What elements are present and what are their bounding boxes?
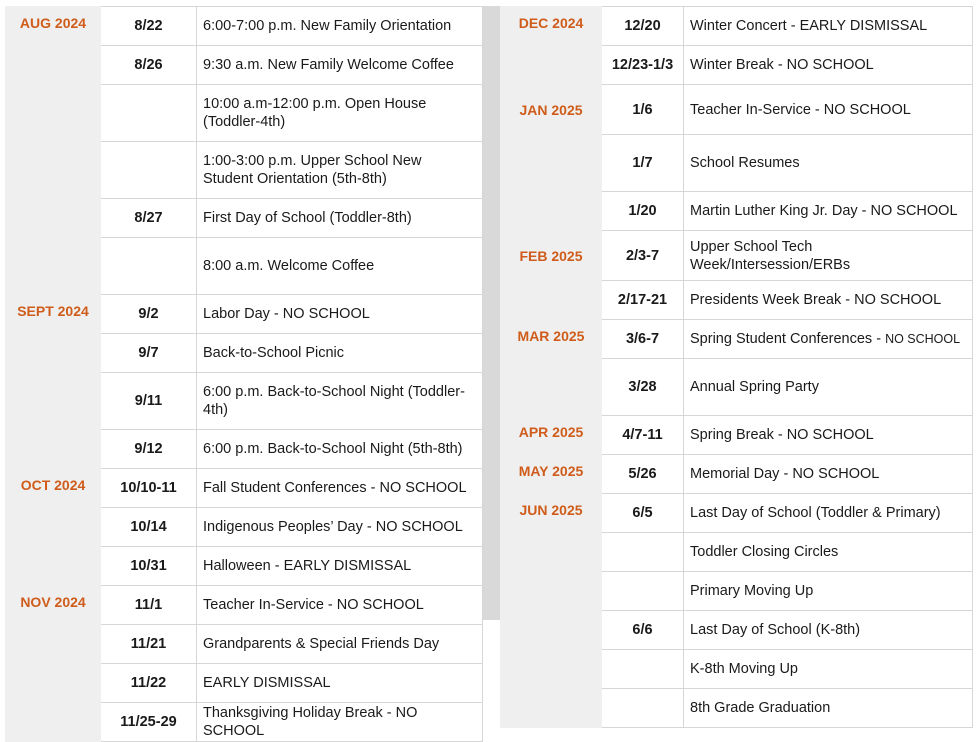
month-label (501, 572, 602, 611)
event-date (602, 689, 684, 728)
month-label (6, 85, 101, 142)
event-description: Annual Spring Party (684, 359, 973, 416)
month-label: AUG 2024 (6, 7, 101, 46)
event-description: Toddler Closing Circles (684, 533, 973, 572)
month-label: JAN 2025 (501, 85, 602, 135)
event-date (101, 85, 197, 142)
table-row (501, 135, 973, 192)
table-row (6, 547, 483, 586)
event-description: First Day of School (Toddler-8th) (197, 199, 483, 238)
table-row (501, 572, 973, 611)
event-date: 9/2 (101, 295, 197, 334)
month-label: FEB 2025 (501, 231, 602, 281)
event-text-small: NO SCHOOL (885, 332, 961, 346)
event-description: Presidents Week Break - NO SCHOOL (684, 281, 973, 320)
table-row (501, 416, 973, 455)
table-row (6, 373, 483, 430)
column-divider (483, 6, 500, 620)
event-description: Back-to-School Picnic (197, 334, 483, 373)
event-description: 9:30 a.m. New Family Welcome Coffee (197, 46, 483, 85)
month-label (6, 46, 101, 85)
event-date: 11/21 (101, 625, 197, 664)
event-description: Upper School Tech Week/Intersession/ERBs (684, 231, 973, 281)
month-label (501, 689, 602, 728)
event-date: 1/6 (602, 85, 684, 135)
table-row (501, 320, 973, 359)
event-description: Indigenous Peoples’ Day - NO SCHOOL (197, 508, 483, 547)
month-label: APR 2025 (501, 416, 602, 455)
event-description: Grandparents & Special Friends Day (197, 625, 483, 664)
event-date: 8/26 (101, 46, 197, 85)
event-date: 2/3-7 (602, 231, 684, 281)
event-description (684, 320, 973, 359)
month-label (501, 46, 602, 85)
event-description: Winter Break - NO SCHOOL (684, 46, 973, 85)
event-description: 6:00 p.m. Back-to-School Night (Toddler-4th) (197, 373, 483, 430)
month-label: MAY 2025 (501, 455, 602, 494)
event-date: 10/10-11 (101, 469, 197, 508)
event-date: 2/17-21 (602, 281, 684, 320)
event-date: 1/7 (602, 135, 684, 192)
event-date (602, 533, 684, 572)
event-description: Spring Break - NO SCHOOL (684, 416, 973, 455)
event-description: Martin Luther King Jr. Day - NO SCHOOL (684, 192, 973, 231)
event-description: Teacher In-Service - NO SCHOOL (684, 85, 973, 135)
table-row (501, 494, 973, 533)
table-row (6, 703, 483, 742)
event-description: 6:00 p.m. Back-to-School Night (5th-8th) (197, 430, 483, 469)
table-row (6, 85, 483, 142)
event-date (602, 572, 684, 611)
event-date: 10/31 (101, 547, 197, 586)
event-description: Teacher In-Service - NO SCHOOL (197, 586, 483, 625)
table-row (501, 192, 973, 231)
table-row (6, 238, 483, 295)
event-date: 12/23-1/3 (602, 46, 684, 85)
event-description: K-8th Moving Up (684, 650, 973, 689)
event-date: 9/7 (101, 334, 197, 373)
month-label: DEC 2024 (501, 7, 602, 46)
table-row (6, 199, 483, 238)
event-date: 3/6-7 (602, 320, 684, 359)
event-description: School Resumes (684, 135, 973, 192)
month-label (501, 611, 602, 650)
event-date: 12/20 (602, 7, 684, 46)
table-row (6, 586, 483, 625)
event-description: Memorial Day - NO SCHOOL (684, 455, 973, 494)
event-description: 10:00 a.m-12:00 p.m. Open House (Toddler-4th) (197, 85, 483, 142)
table-row (501, 359, 973, 416)
calendar-table-dec-jun (500, 6, 973, 728)
table-row (501, 533, 973, 572)
month-label (6, 547, 101, 586)
table-row (501, 611, 973, 650)
event-date: 5/26 (602, 455, 684, 494)
event-text: Spring Student Conferences - (690, 331, 886, 347)
event-description: Fall Student Conferences - NO SCHOOL (197, 469, 483, 508)
table-row (501, 231, 973, 281)
event-description: 6:00-7:00 p.m. New Family Orientation (197, 7, 483, 46)
month-label (6, 430, 101, 469)
event-description: Thanksgiving Holiday Break - NO SCHOOL (197, 703, 483, 742)
event-date: 9/12 (101, 430, 197, 469)
table-row (501, 281, 973, 320)
month-label (501, 281, 602, 320)
event-date: 11/1 (101, 586, 197, 625)
month-label (6, 703, 101, 742)
event-description: Last Day of School (K-8th) (684, 611, 973, 650)
event-date: 8/22 (101, 7, 197, 46)
table-row (6, 46, 483, 85)
event-date: 10/14 (101, 508, 197, 547)
month-label: NOV 2024 (6, 586, 101, 625)
month-label (6, 508, 101, 547)
event-date: 6/5 (602, 494, 684, 533)
event-date (101, 238, 197, 295)
event-description: Winter Concert - EARLY DISMISSAL (684, 7, 973, 46)
table-row (6, 142, 483, 199)
event-description: EARLY DISMISSAL (197, 664, 483, 703)
month-label: JUN 2025 (501, 494, 602, 533)
table-row (6, 469, 483, 508)
event-date: 9/11 (101, 373, 197, 430)
event-date: 4/7-11 (602, 416, 684, 455)
month-label (501, 135, 602, 192)
month-label: SEPT 2024 (6, 295, 101, 334)
table-row (6, 7, 483, 46)
event-date: 1/20 (602, 192, 684, 231)
month-label (501, 533, 602, 572)
event-description: Halloween - EARLY DISMISSAL (197, 547, 483, 586)
month-label (501, 192, 602, 231)
month-label (6, 199, 101, 238)
table-row (6, 664, 483, 703)
event-date: 6/6 (602, 611, 684, 650)
event-date: 11/22 (101, 664, 197, 703)
table-row (6, 508, 483, 547)
month-label (6, 334, 101, 373)
table-row (6, 430, 483, 469)
event-date: 3/28 (602, 359, 684, 416)
event-description: 8:00 a.m. Welcome Coffee (197, 238, 483, 295)
table-row (501, 689, 973, 728)
calendar-left-column (5, 6, 483, 742)
month-label (501, 359, 602, 416)
month-label (6, 238, 101, 295)
table-row (6, 295, 483, 334)
calendar-table-aug-nov (5, 6, 483, 742)
event-description: 1:00-3:00 p.m. Upper School New Student Orientation (5th-8th) (197, 142, 483, 199)
month-label (6, 664, 101, 703)
table-row (501, 650, 973, 689)
month-label (6, 625, 101, 664)
month-label (6, 142, 101, 199)
table-row (501, 455, 973, 494)
table-row (501, 85, 973, 135)
month-label: MAR 2025 (501, 320, 602, 359)
event-description: 8th Grade Graduation (684, 689, 973, 728)
month-label (501, 650, 602, 689)
event-date (602, 650, 684, 689)
month-label: OCT 2024 (6, 469, 101, 508)
event-date: 8/27 (101, 199, 197, 238)
calendar-right-column (500, 6, 973, 728)
event-description: Primary Moving Up (684, 572, 973, 611)
table-row (501, 7, 973, 46)
event-description: Labor Day - NO SCHOOL (197, 295, 483, 334)
event-description: Last Day of School (Toddler & Primary) (684, 494, 973, 533)
event-date (101, 142, 197, 199)
month-label (6, 373, 101, 430)
table-row (6, 334, 483, 373)
event-date: 11/25-29 (101, 703, 197, 742)
table-row (6, 625, 483, 664)
table-row (501, 46, 973, 85)
